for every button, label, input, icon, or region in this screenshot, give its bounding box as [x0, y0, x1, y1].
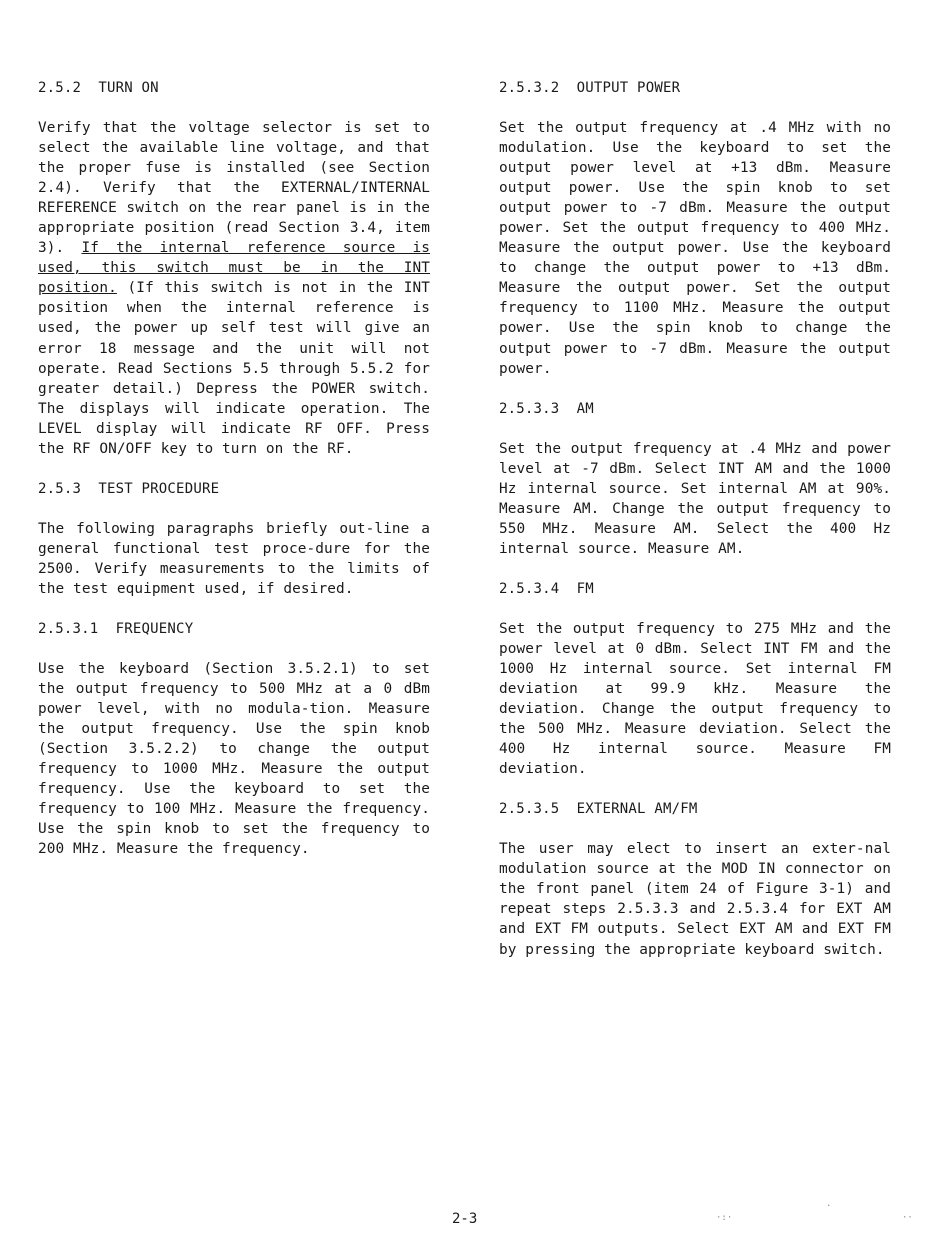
turn-on-text-after: (If this switch is not in the INT position when the internal reference is used, the power up self test will give an error 18 message and the unit will not operate. Read Sections 5.5 through 5.5.2 for greater detail.) Depress the POWER switch. The displays will indicate operation. The LEVEL display will indicate RF OFF. Press the RF ON/OFF key to turn on the RF.: [38, 280, 431, 457]
section-2-5-3-paragraph: The following paragraphs briefly out-line a general functional test proce-dure for the 2500. Verify measurements to the limits of the test equipment used, if desired.: [38, 520, 430, 597]
section-2-5-3-heading: 2.5.3 TEST PROCEDURE: [38, 480, 220, 497]
section-2-5-3-5-paragraph: The user may elect to insert an exter-nal modulation source at the MOD IN connector on the front panel (item 24 of Figure 3-1) and repeat steps 2.5.3.3 and 2.5.3.4 for EXT AM and EXT FM outputs. Select EXT AM and EXT FM by pressing the appropriate keyboard switch.: [499, 841, 891, 958]
scan-speck: .: [826, 1199, 832, 1209]
section-2-5-2-paragraph: [38, 118, 430, 459]
page-number: 2-3: [452, 1211, 478, 1227]
section-2-5-3-4-paragraph: Set the output frequency to 275 MHz and the power level at 0 dBm. Select INT FM and the 1000 Hz internal source. Set internal FM deviation at 99.9 kHz. Measure the deviation. Change the output frequency to the 500 MHz. Measure deviation. Select the 400 Hz internal source. Measure FM deviation.: [499, 620, 891, 778]
section-2-5-3-1-paragraph: Use the keyboard (Section 3.5.2.1) to set the output frequency to 500 MHz at a 0 dBm power level, with no modula-tion. Measure the output frequency. Use the spin knob (Section 3.5.2.2) to change the output frequency to 1000 MHz. Measure the output frequency. Use the keyboard to set the frequency to 100 MHz. Measure the frequency. Use the spin knob to set the frequency to 200 MHz. Measure the frequency.: [38, 660, 430, 858]
section-2-5-3-5-heading: 2.5.3.5 EXTERNAL AM/FM: [499, 801, 698, 818]
section-2-5-3-3-paragraph: Set the output frequency at .4 MHz and power level at -7 dBm. Select INT AM and the 1000 Hz internal source. Set internal AM at 90%. Measure AM. Change the output frequency to 550 MHz. Measure AM. Select the 400 Hz internal source. Measure AM.: [499, 440, 891, 557]
turn-on-underlined-warning: If the internal reference source is used, this switch must be in the INT position.: [38, 240, 430, 297]
section-2-5-3-1-heading: 2.5.3.1 FREQUENCY: [38, 620, 194, 637]
scan-speck: ··: [902, 1213, 913, 1223]
scan-speck: ·:·: [716, 1213, 733, 1223]
left-column: [38, 78, 430, 859]
turn-on-text-before: Verify that the voltage selector is set to select the available line voltage, and that the proper fuse is installed (see Section 2.4). Verify that the EXTERNAL/INTERNAL REFERENCE switch on the rear panel is in the appropriate position (read Section 3.4, item 3).: [38, 120, 430, 257]
section-2-5-3-3-heading: 2.5.3.3 AM: [499, 400, 594, 417]
right-column: [499, 78, 891, 960]
section-2-5-2-heading: 2.5.2 TURN ON: [38, 80, 159, 96]
section-2-5-3-4-heading: 2.5.3.4 FM: [499, 580, 594, 597]
section-2-5-3-2-heading: 2.5.3.2 OUTPUT POWER: [499, 80, 681, 96]
section-2-5-3-2-paragraph: Set the output frequency at .4 MHz with no modulation. Use the keyboard to set the output power level at +13 dBm. Measure output power. Use the spin knob to set output power to -7 dBm. Measure the output power. Set the output frequency to 400 MHz. Measure the output power. Use the keyboard to change the output power to +13 dBm. Measure the output power. Set the output frequency to 1100 MHz. Measure the output power. Use the spin knob to change the output power to -7 dBm. Measure the output power.: [499, 120, 891, 377]
